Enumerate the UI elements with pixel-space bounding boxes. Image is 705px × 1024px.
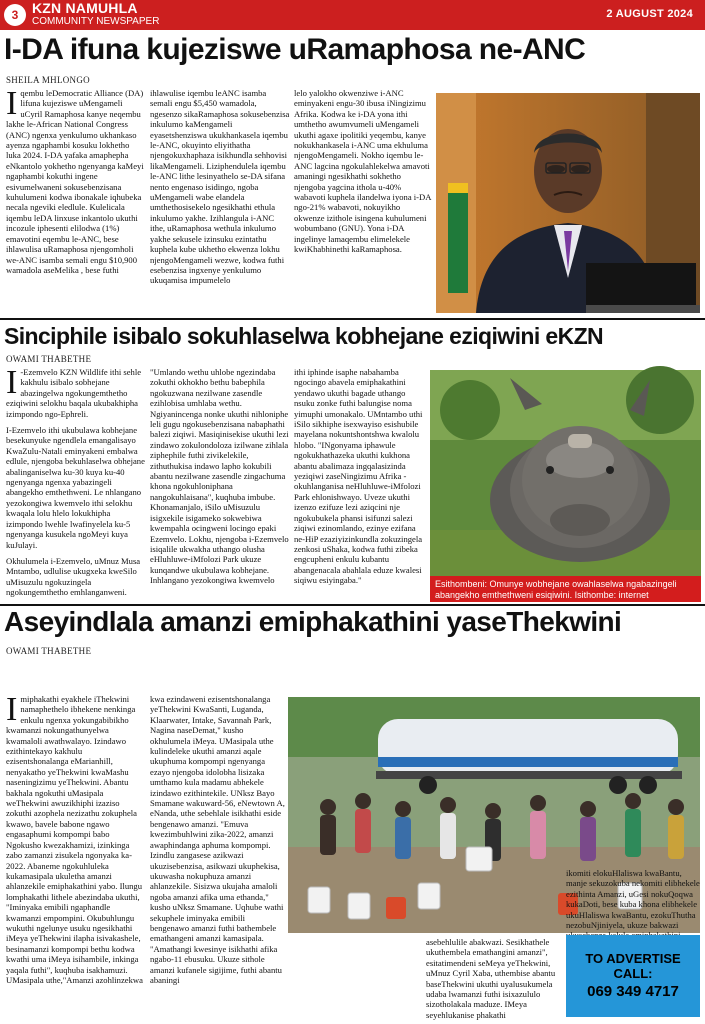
section-divider-1 — [0, 318, 705, 320]
article2-paragraph-1 — [6, 364, 146, 419]
article3-text-1: miphakathi eyakhele iThekwini namaphethelo ibhekene nenkinga enkulu ngenxa yokungabibikho kwamanzi nokungathunyelwa kwamaloli awathwalayo. Izindawo ezithintekayo kakhulu ezisentshonalanga eMarianhill, nenyakatho yeThekwini kwaMashu naseningizimu yeThekwini. Abantu bakhala ngokuthi uMasipala weThekwini awuzikhiphi izaziso zokuthi azophela nezizathu zokuphela kwawo, bavele babone ngawo engasaphumi kompompi babo Ngokusho kwezakhamizi, izinkinga zabo zamanzi zisukela ngonyaka ka-2022. Abaneme ngokuhluleka kukamasipala ukuletha amanzi ahlanzekile emiphakathini yabo. Ilungu lomphakathi lithele abezindaba ukuthi, "Iminyaka emibili ngaphandle kwamanzi empompini. Okubuhlungu wukuthi ngelunye usuku ngesikhathi iMeya yeThekwini ilapha isivakashele, besinamanzi kompompi bethu kodwa kwathi uma iMeya isihambile, inkinga yaqala futhi", kuqhuba isakhamuzi. UMasipala uthe,"Amanzi azohlinzekwa — [6, 694, 143, 985]
article1-text-1: qembu leDemocratic Alliance (DA) lifuna kujeziswe uMengameli uCyril Ramaphosa kanye neqembu lakhe le-African National Congress (ANC) ngenxa yenkulumo ukhankaso ayenza ngaphambi kosuku lokhetho luka 2024. I-DA yafaka amaphepha eNkantolo yokhetho ngenyanga kaMeyi ngaphambi kokuthi ingene esivumelwaneni sokusebenzisana kuhulumeni kodwa ibonakale iqhubeka necala ngeviki eledlule. Kulelicala iqembu leDA linxuse inkantolo ukuthi incozule iphesenti elilodwa (1%) emavotini eqembu le-ANC, bese ihlawulisa uRamaphosa njengomholi we-ANC isamba semali engu $10,900 wamadola aseMelika , bese futhi — [6, 88, 144, 275]
issue-date: 2 AUGUST 2024 — [606, 8, 693, 20]
article1-headline: I-DA ifuna kujeziswe uRamaphosa ne-ANC — [4, 33, 586, 66]
article3-headline: Aseyindlala amanzi emiphakathini yaseThekwini — [4, 606, 622, 637]
article2-headline: Sinciphile isibalo sokuhlaselwa kobhejane eziqiwini eKZN — [4, 323, 604, 349]
brand — [32, 1, 159, 28]
article3-dropcap: I — [6, 691, 18, 728]
ramaphosa-photo — [436, 93, 700, 313]
article1-byline: SHEILA MHLONGO — [6, 75, 90, 85]
article3-text-2: kwa ezindaweni ezisentshonalanga yeThekwini KwaSanti, Luganda, Klaarwater, Intake, Savannah Park, Nagina naseDemat," kusho okhulumela iMeya. UMasipala uthe kulindeleke ukuthi amanzi aqale ukuphuma kompompi ngenyanga ezayo njengoba idolobha lisizaka umthamo kula madamu abhekele izindawo ezithintekile. UNksz Bayo Smamane wakuward-56, eNewtown A, eNanda, uthe sebehlale isikhathi eside bengenawo amanzi. "Emuva kwezimbuhlwini zika-2022, amanzi awaphindanga aphuma kompompi. Izindlu zangasese azikwazi ukuzisebenzisa, asikwazi ukuphekisa, ukuwasha nokuphuza amanzi ahlanzekile. Sisizwa ukujaha amaloli ngoba amanzi afika uma ethanda," kusho uNksz Smamane. Uqhube wathi sekuphele iminyaka emibili bengenawo amanzi futhi bathembele emathangeni amanzi kamasipala. "Amathangi kwesinye isikhathi afika ngabo-11 ebusuku. Ukuze sithole amanzi kufanele sigijime, futhi abantu abaningi — [150, 694, 285, 985]
article2-text-1b: I-Ezemvelo ithi ukubulawa kobhejane besekunyuke ngendlela emangalisayo KwaZulu-Natali eminyakeni embalwa edlule, njengoba bekuhlaselwa obhejane abalinganiselwa ku-30 kuya ku-40 ngenyanga ngenxa yabazingeli abangekho emthethweni. Le nhlangano yezokongiwa kwemvelo ithi selokhu kwaqala lolu hlelo lokukhipha izimpondo lwehle lwafinyelela ku-5 ngenyanga kusukela ngoMeyi kuya kuJulayi. — [6, 425, 145, 550]
article2-column-2 — [150, 367, 290, 601]
article3-byline: OWAMI THABETHE — [6, 646, 92, 656]
article1-text-2: ihlawulise iqembu leANC isamba semali engu $5,450 wamadola, ngesenzo sikaRamaphosa sokusebenzisa inkulumo kaMengameli eyasetshenziswa ukukhankasela iqembu le-ANC, okuyinto eliyithatha njengokuxhaphaza isikhundla sehhovisi likaMengameli. Liziphendulela iqembu le-ANC lithe lesinyathelo se-DA sifana nento engenaso isidingo, ngoba uMengameli wabe elandela umthethosisekelo ngesikhathi ethula inkulumo yakhe. Izihlangula i-ANC ithe, uRamaphosa wethula inkulumo yakhe sekusele izinsuku ezintathu kuphela kube ukhetho ekwenza lokhu njengoMengameli wezwe, kodwa futhi esebenzisa ingxenye yenkulumo ukuqamisa impumelelo — [150, 88, 290, 286]
page-number-badge: 3 — [4, 4, 26, 26]
article2-text-2: "Umlando wethu uhlobe ngezindaba zokuthi okhokho bethu babephila ngokuzwana nezilwane zasendle ezihlobisa umhlaba wethu. Ngiyanincenga nonke ukuthi nihloniphe leli gugu ngokusebenzisana nabaphathi balezi ziqiwi. Masiqinisekise ukuthi lezi zindawo zokulondoloza izilwane zihlala ziphephile futhi zivikelekile, zithuthukisa indawo lapho kokubili abantu nezilwane zasendle zingachuma khona ngokuhloniphana nangokuhlaisana", kuqhuba imbube. Khonamanjalo, iSilo uMisuzulu isigxekile isigameko sokwebiwa kwempahla ocingweni locingo epaki Ezemvelo. Lokhu, njengoba i-Ezemvelo isiqalile ukwakha uthango olusha eHluhluwe-iMfolozi Park ukuze kunqandwe ukubulawa kobhejane. Inhlangano yezokongiwa kwemvelo — [150, 367, 289, 586]
article1-column-3 — [294, 88, 432, 314]
call-label: CALL: — [613, 966, 653, 981]
article2-text-3: ithi iphinde isaphe nabahamba ngocingo abavela emiphakathini yendawo ukuthi bagade uthango nsuku zonke futhi balungise noma yimuphi umonakalo. UMntambo uthi iSilo sikhiphe isexwayiso esishubile mayelana nokuntshontshwa kwalolu hlobo. "INgonyama iphawule ngokukhathazeka ukuthi kukhona abantu abalimaza ingqalasizinda yeziqiwi zaseNingizimu Afrika - okuhlanganisa neHluhluwe-iMfolozi Park ehlonishwayo. Uveze ukuthi izenzo ezifuze lezi aziqcini nje ngokubukela phansi isifunzi salezi ziqiwi ezinomlando, ezinye ezifana ne-HiP ezaziyizinkundla zokuzingela zenkosi uShaka, kodwa futhi zibeka engcupheni enkulu kubantu abangenacala abahlala eduze kwalesi siqiwu esiyingaba." — [294, 367, 423, 586]
article1-column-1 — [6, 85, 146, 314]
article2-text-1c: Okhulumela i-Ezemvelo, uMnuz Musa Mntambo, udlulise ukugxeka kweSilo uMisuzulu ngokuzingela ngokungemthetho emhlanganweni. — [6, 555, 141, 598]
advertise-box[interactable] — [566, 935, 700, 1017]
masthead-bar — [0, 0, 705, 30]
article1-text-3: lelo yalokho okwenziwe i-ANC eminyakeni engu-30 ibusa iNingizimu Afrika. Kodwa ke i-DA yona ithi umthetho awumvumeli uMengameli ukuthi agaxe ipolitiki yeqembu, kanye nokukhankasela i-ANC uma ekhuluma njengoMengameli. Nokho iqembu le-ANC lagcina ngokulahlekelwa amavoti amaningi ngesikhathi sokhetho njengoba yagcina ithola u-40% wabavoti kuphela ilandelwa iyona i-DA ngo-21% wabavoti, nokuyikho okwenze izithole isingena kuhulumeni wobumbano (GNU). Yona i-DA ingelinye lamaqembu elimelekele kwiKhabhinethi kaRamaphosa. — [294, 88, 431, 255]
article3-column-2 — [150, 694, 286, 1020]
article2-text-1a: -Ezemvelo KZN Wildlife ithi sehle kakhulu isibalo sobhejane abazingelwa ngokungemthetho eziqiwini selokhu baqala ukubakhipha izimpondo ngo-Ephreli. — [6, 367, 142, 419]
article2-column-1 — [6, 364, 146, 601]
article2-byline: OWAMI THABETHE — [6, 354, 92, 364]
article3-column-1 — [6, 691, 146, 1020]
article2-dropcap: I — [6, 364, 18, 401]
article1-dropcap: I — [6, 85, 18, 122]
brand-title: KZN NAMUHLA — [32, 0, 138, 16]
brand-subtitle: COMMUNITY NEWSPAPER — [32, 16, 160, 27]
article3-column-3 — [426, 937, 562, 1021]
advertise-phone[interactable]: 069 349 4717 — [587, 983, 679, 1000]
article3-text-3: asebehlulile abakwazi. Sesikhathele ukuthembela emathangini amanzi", esitatimendeni seMeya yeThekwini, uMnuz Cyril Xaba, uthembise abantu baseThekwini ukuthi uyalusukumela udaba lwamanzi futhi isixazululo sizotholakala maduze. IMeya seyehlukanise phakathi — [426, 937, 556, 1020]
rhino-photo-caption: Esithombeni: Omunye wobhejane owahlaselwa ngabazingeli abangekho emthethweni esiqiwini. Isithombe: internet — [430, 576, 701, 602]
article3-column-4 — [566, 868, 702, 934]
article2-column-3 — [294, 367, 428, 601]
advertise-label: TO ADVERTISE — [585, 951, 681, 966]
rhino-photo — [430, 370, 701, 576]
article1-column-2 — [150, 88, 290, 314]
article3-text-4: ikomiti elokuHlaliswa kwaBantu, manje sekuzokuba nekomiti elibhekele ezithinta Amanzi, uGesi nokuQoqwa kukaDoti, bese kuba khona elibhekele ukuHlaliswa kwaBantu, ezokuThutha nezobuNjiniyela, ukuze bakwazi — [566, 868, 700, 931]
